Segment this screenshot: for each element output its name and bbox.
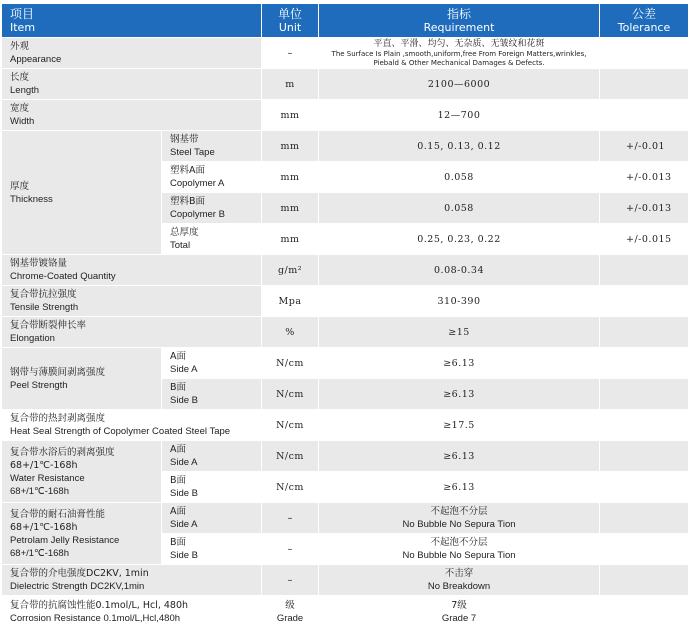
peel-side-b-requirement: ≥6.13 — [319, 379, 600, 410]
dielectric-unit: – — [262, 565, 319, 596]
elongation-requirement: ≥15 — [319, 317, 600, 348]
thickness-label — [2, 131, 162, 255]
tensile-zh: 复合带抗拉强度 — [10, 289, 77, 300]
tensile-requirement: 310-390 — [319, 286, 600, 317]
water-side-b-tolerance — [600, 472, 689, 503]
jelly-zh1: 复合带的耐石油膏性能 — [10, 508, 106, 520]
width-label — [2, 100, 262, 131]
appearance-unit: – — [262, 38, 319, 69]
thickness-total-requirement: 0.25, 0.23, 0.22 — [319, 224, 600, 255]
header-requirement-zh: 指标 — [447, 6, 472, 21]
appearance-req-en2: Piebald & Other Mechanical Damages & Defects. — [373, 58, 545, 67]
specification-table — [1, 3, 689, 628]
dielectric-tolerance — [600, 565, 689, 596]
thickness-sub-total — [162, 224, 262, 255]
thickness-copolymer-a-unit: mm — [262, 162, 319, 193]
appearance-en: Appearance — [10, 54, 62, 65]
jelly-side-a-en: Side A — [170, 519, 198, 530]
elongation-en: Elongation — [10, 333, 55, 344]
jelly-side-a-zh: A面 — [170, 506, 186, 517]
jelly-label — [2, 503, 162, 565]
thickness-steel-zh: 钢基带 — [170, 134, 199, 145]
width-zh: 宽度 — [10, 103, 30, 114]
appearance-tolerance — [600, 38, 689, 69]
thickness-total-en: Total — [170, 240, 191, 251]
water-zh2: 68+/1℃-168h — [10, 459, 78, 471]
corrosion-en: Corrosion Resistance 0.1mol/L,Hcl,480h — [10, 612, 181, 624]
elongation-label — [2, 317, 262, 348]
peel-zh: 钢带与薄膜间剥离强度 — [10, 366, 106, 378]
heat-seal-requirement: ≥17.5 — [319, 410, 600, 441]
chrome-label — [2, 255, 262, 286]
water-label — [2, 441, 162, 503]
thickness-copolymer-b-unit: mm — [262, 193, 319, 224]
water-side-a-zh: A面 — [170, 444, 186, 455]
tensile-tolerance — [600, 286, 689, 317]
corrosion-req-zh: 7级 — [451, 599, 467, 611]
header-tolerance-en: Tolerance — [617, 20, 671, 34]
thickness-steel-tolerance: +/-0.01 — [600, 131, 689, 162]
row-elongation — [2, 317, 689, 348]
thickness-en: Thickness — [10, 193, 53, 205]
water-sub-side-b — [162, 472, 262, 503]
water-en1: Water Resistance — [10, 472, 85, 484]
chrome-en: Chrome-Coated Quantity — [10, 271, 116, 282]
jelly-side-a-req-en: No Bubble No Sepura Tion — [402, 519, 516, 530]
peel-sub-side-b — [162, 379, 262, 410]
water-sub-side-a — [162, 441, 262, 472]
row-appearance — [2, 38, 689, 69]
peel-side-b-unit: N/cm — [262, 379, 319, 410]
thickness-copolymer-a-tolerance: +/-0.013 — [600, 162, 689, 193]
chrome-requirement: 0.08-0.34 — [319, 255, 600, 286]
jelly-side-a-tolerance — [600, 503, 689, 534]
dielectric-label — [2, 565, 262, 596]
thickness-copolymer-a-requirement: 0.058 — [319, 162, 600, 193]
corrosion-label — [2, 596, 262, 628]
row-length — [2, 69, 689, 100]
thickness-steel-unit: mm — [262, 131, 319, 162]
corrosion-req-en: Grade 7 — [441, 612, 477, 624]
jelly-sub-side-b — [162, 534, 262, 565]
corrosion-unit-en: Grade — [276, 612, 304, 624]
thickness-copolymer-b-tolerance: +/-0.013 — [600, 193, 689, 224]
jelly-side-b-requirement — [319, 534, 600, 565]
jelly-side-a-req-zh: 不起泡不分层 — [430, 506, 488, 517]
appearance-req-zh: 平直、平滑、均匀、无杂质、无皱纹和花斑 — [373, 38, 545, 49]
corrosion-zh: 复合带的抗腐蚀性能0.1mol/L, Hcl, 480h — [10, 599, 189, 611]
dielectric-zh: 复合带的介电强度DC2KV, 1min — [10, 568, 149, 579]
jelly-sub-side-a — [162, 503, 262, 534]
dielectric-req-zh: 不击穿 — [444, 568, 474, 579]
appearance-requirement — [319, 38, 600, 69]
width-tolerance — [600, 100, 689, 131]
jelly-side-b-tolerance — [600, 534, 689, 565]
elongation-unit: % — [262, 317, 319, 348]
water-side-b-zh: B面 — [170, 475, 187, 486]
row-chrome — [2, 255, 689, 286]
appearance-zh: 外观 — [10, 41, 30, 52]
peel-side-a-requirement: ≥6.13 — [319, 348, 600, 379]
header-unit — [262, 4, 319, 38]
water-side-a-tolerance — [600, 441, 689, 472]
peel-side-b-tolerance — [600, 379, 689, 410]
thickness-copolymer-b-en: Copolymer B — [170, 209, 225, 220]
corrosion-tolerance — [600, 596, 689, 628]
water-side-a-unit: N/cm — [262, 441, 319, 472]
peel-sub-side-a — [162, 348, 262, 379]
thickness-steel-requirement: 0.15, 0.13, 0.12 — [319, 131, 600, 162]
thickness-total-tolerance: +/-0.015 — [600, 224, 689, 255]
tensile-label — [2, 286, 262, 317]
header-unit-en: Unit — [278, 20, 302, 34]
elongation-tolerance — [600, 317, 689, 348]
peel-side-a-zh: A面 — [170, 351, 186, 362]
thickness-sub-copolymer-b — [162, 193, 262, 224]
thickness-sub-copolymer-a — [162, 162, 262, 193]
tensile-unit: Mpa — [262, 286, 319, 317]
header-tolerance — [600, 4, 689, 38]
heat-seal-zh: 复合带的热封剥离强度 — [10, 413, 106, 424]
length-tolerance — [600, 69, 689, 100]
water-side-a-en: Side A — [170, 457, 198, 468]
length-label — [2, 69, 262, 100]
row-peel-side-a — [2, 348, 689, 379]
row-water-side-a — [2, 441, 689, 472]
row-thickness-steel — [2, 131, 689, 162]
tensile-en: Tensile Strength — [10, 302, 79, 313]
corrosion-requirement — [319, 596, 600, 628]
heat-seal-unit: N/cm — [262, 410, 319, 441]
corrosion-unit-zh: 级 — [285, 599, 295, 611]
corrosion-unit — [262, 596, 319, 628]
thickness-zh: 厚度 — [10, 180, 30, 192]
jelly-side-b-req-en: No Bubble No Sepura Tion — [402, 550, 516, 561]
thickness-sub-steel — [162, 131, 262, 162]
row-jelly-side-a — [2, 503, 689, 534]
length-unit: m — [262, 69, 319, 100]
heat-seal-en: Heat Seal Strength of Copolymer Coated Steel Tape — [10, 426, 231, 437]
length-en: Length — [10, 85, 40, 96]
water-side-a-requirement: ≥6.13 — [319, 441, 600, 472]
chrome-tolerance — [600, 255, 689, 286]
jelly-zh2: 68+/1℃-168h — [10, 521, 78, 533]
dielectric-en: Dielectric Strength DC2KV,1min — [10, 581, 145, 592]
appearance-req-en1: The Surface Is Plain ,smooth,uniform,free From Foreign Matters,wrinkles, — [331, 49, 587, 58]
jelly-side-b-req-zh: 不起泡不分层 — [430, 537, 488, 548]
dielectric-requirement — [319, 565, 600, 596]
water-side-b-unit: N/cm — [262, 472, 319, 503]
header-unit-zh: 单位 — [278, 6, 303, 21]
jelly-side-b-unit: – — [262, 534, 319, 565]
peel-label — [2, 348, 162, 410]
water-side-b-en: Side B — [170, 488, 198, 499]
water-side-b-requirement: ≥6.13 — [319, 472, 600, 503]
width-unit: mm — [262, 100, 319, 131]
heat-seal-tolerance — [600, 410, 689, 441]
thickness-copolymer-b-zh: 塑料B面 — [170, 196, 206, 207]
chrome-zh: 钢基带镀铬量 — [10, 258, 68, 269]
header-requirement — [319, 4, 600, 38]
jelly-side-a-unit: – — [262, 503, 319, 534]
row-heat-seal — [2, 410, 689, 441]
length-requirement: 2100—6000 — [319, 69, 600, 100]
peel-side-b-zh: B面 — [170, 382, 187, 393]
thickness-copolymer-a-zh: 塑料A面 — [170, 165, 205, 176]
jelly-side-b-zh: B面 — [170, 537, 187, 548]
dielectric-req-en: No Breakdown — [427, 581, 491, 592]
row-tensile — [2, 286, 689, 317]
heat-seal-label — [2, 410, 262, 441]
water-en2: 68+/1℃-168h — [10, 485, 70, 497]
peel-side-a-tolerance — [600, 348, 689, 379]
header-item-en: Item — [10, 20, 36, 34]
thickness-total-zh: 总厚度 — [170, 227, 199, 238]
row-dielectric — [2, 565, 689, 596]
chrome-unit: g/m² — [262, 255, 319, 286]
elongation-zh: 复合带断裂伸长率 — [10, 320, 87, 331]
water-zh1: 复合带水浴后的剥离强度 — [10, 446, 115, 458]
width-en: Width — [10, 116, 35, 127]
appearance-label — [2, 38, 262, 69]
thickness-total-unit: mm — [262, 224, 319, 255]
jelly-en2: 68+/1℃-168h — [10, 547, 70, 559]
header-tolerance-zh: 公差 — [632, 6, 657, 21]
row-width — [2, 100, 689, 131]
peel-side-a-unit: N/cm — [262, 348, 319, 379]
row-corrosion — [2, 596, 689, 628]
thickness-steel-en: Steel Tape — [170, 147, 215, 158]
header-requirement-en: Requirement — [423, 20, 495, 34]
thickness-copolymer-a-en: Copolymer A — [170, 178, 225, 189]
jelly-side-b-en: Side B — [170, 550, 198, 561]
peel-side-a-en: Side A — [170, 364, 198, 375]
width-requirement: 12—700 — [319, 100, 600, 131]
thickness-copolymer-b-requirement: 0.058 — [319, 193, 600, 224]
header-item — [2, 4, 262, 38]
jelly-en1: Petrolam Jelly Resistance — [10, 534, 120, 546]
peel-side-b-en: Side B — [170, 395, 198, 406]
jelly-side-a-requirement — [319, 503, 600, 534]
length-zh: 长度 — [10, 72, 30, 83]
header-item-zh: 项目 — [10, 6, 35, 21]
table-header-row — [2, 4, 689, 38]
peel-en: Peel Strength — [10, 379, 68, 391]
